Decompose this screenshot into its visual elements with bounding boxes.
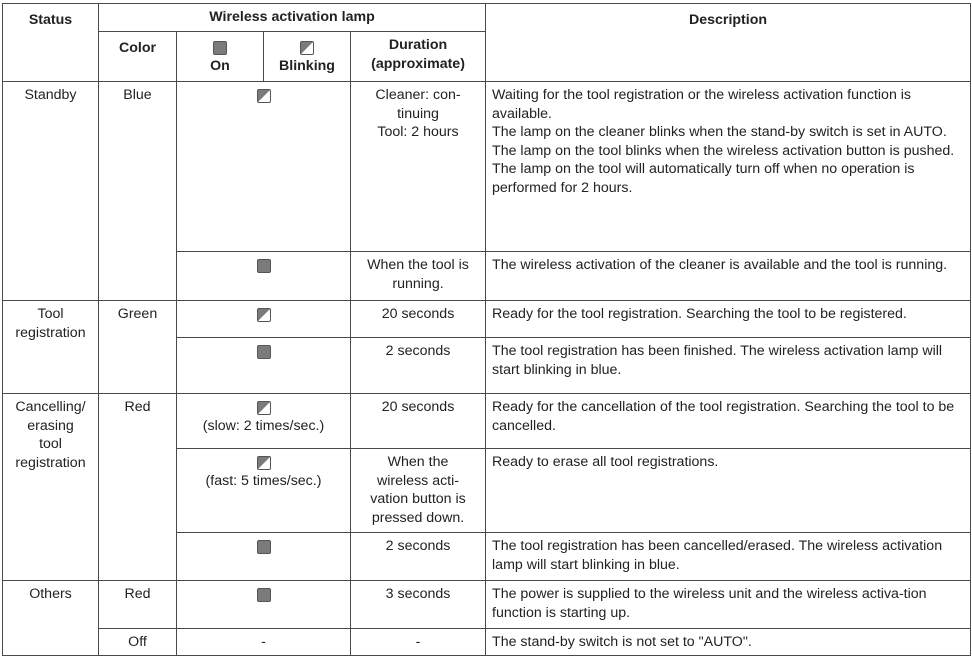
lamp-blinking-icon — [257, 308, 271, 322]
duration-cell: Cleaner: con- tinuing Tool: 2 hours — [351, 82, 486, 252]
lamp-cell — [177, 533, 351, 581]
lamp-blinking-icon — [257, 401, 271, 415]
table-row — [3, 394, 971, 449]
lamp-blinking-icon — [257, 89, 271, 103]
description-cell: The stand-by switch is not set to "AUTO". — [486, 629, 971, 656]
color-cell: Blue — [99, 82, 177, 301]
duration-cell: - — [351, 629, 486, 656]
lamp-on-icon — [257, 540, 271, 554]
color-cell: Red — [99, 394, 177, 581]
wireless-lamp-status-table — [2, 3, 971, 656]
table-row — [3, 82, 971, 252]
description-cell: Ready to erase all tool registrations. — [486, 449, 971, 533]
lamp-cell — [177, 82, 351, 252]
color-cell: Red — [99, 581, 177, 629]
table-row — [3, 581, 971, 629]
duration-cell: 2 seconds — [351, 533, 486, 581]
description-cell: Ready for the tool registration. Searching the tool to be registered. — [486, 301, 971, 338]
lamp-cell — [177, 252, 351, 301]
color-cell: Green — [99, 301, 177, 394]
header-blinking — [264, 32, 351, 82]
lamp-cell — [177, 581, 351, 629]
color-cell: Off — [99, 629, 177, 656]
header-description: Description — [486, 4, 971, 82]
duration-cell: 20 seconds — [351, 301, 486, 338]
description-cell: The tool registration has been finished. The wireless activation lamp will start blinking in blue. — [486, 338, 971, 394]
header-on-label: On — [210, 58, 230, 74]
table-row — [3, 629, 971, 656]
status-cell: Standby — [3, 82, 99, 301]
description-cell: Ready for the cancellation of the tool registration. Searching the tool to be cancelled. — [486, 394, 971, 449]
lamp-on-icon — [257, 345, 271, 359]
duration-cell: 2 seconds — [351, 338, 486, 394]
lamp-blinking-icon — [300, 41, 314, 55]
duration-cell: When the wireless acti- vation button is pressed down. — [351, 449, 486, 533]
description-cell: The tool registration has been cancelled/erased. The wireless activation lamp will start blinking in blue. — [486, 533, 971, 581]
lamp-cell — [177, 301, 351, 338]
duration-cell: When the tool is running. — [351, 252, 486, 301]
header-on — [177, 32, 264, 82]
description-cell: The wireless activation of the cleaner is available and the tool is running. — [486, 252, 971, 301]
status-cell: Others — [3, 581, 99, 656]
description-cell: Waiting for the tool registration or the wireless activation function is available. The lamp on the cleaner blinks when the stand-by switch is set in AUTO. The lamp on the tool blinks when the wireless activation button is pushed. The lamp on the tool will automatically turn off when no operation is performed for 2 hours. — [486, 82, 971, 252]
table-row — [3, 301, 971, 338]
lamp-on-icon — [257, 588, 271, 602]
lamp-note: (slow: 2 times/sec.) — [202, 418, 325, 434]
status-cell: Cancelling/ erasing tool registration — [3, 394, 99, 581]
lamp-cell — [177, 338, 351, 394]
lamp-blinking-icon — [257, 456, 271, 470]
description-cell: The power is supplied to the wireless unit and the wireless activa-tion function is starting up. — [486, 581, 971, 629]
header-color: Color — [99, 32, 177, 82]
lamp-note: (fast: 5 times/sec.) — [205, 473, 322, 489]
lamp-on-icon — [257, 259, 271, 273]
duration-cell: 20 seconds — [351, 394, 486, 449]
status-cell: Tool registration — [3, 301, 99, 394]
header-blinking-label: Blinking — [279, 58, 335, 74]
header-status: Status — [3, 4, 99, 82]
header-duration: Duration (approximate) — [351, 32, 486, 82]
duration-cell: 3 seconds — [351, 581, 486, 629]
header-wireless-activation-lamp: Wireless activation lamp — [99, 4, 486, 32]
lamp-cell — [177, 449, 351, 533]
lamp-on-icon — [213, 41, 227, 55]
lamp-cell — [177, 394, 351, 449]
lamp-cell: - — [177, 629, 351, 656]
